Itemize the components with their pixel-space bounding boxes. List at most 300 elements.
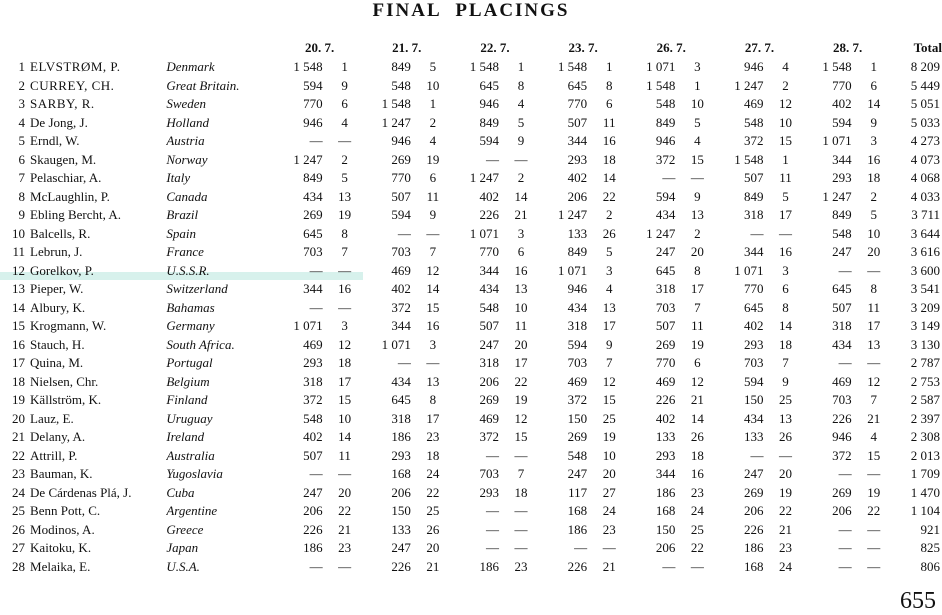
rank-cell: 23 [12, 466, 26, 481]
table-row [0, 317, 942, 336]
country-cell: Ireland [166, 429, 205, 444]
race-points: — [838, 355, 852, 370]
competitor-name: Albury, K. [30, 299, 86, 315]
race-points: 206 [744, 503, 764, 518]
race-points: 1 548 [469, 59, 499, 74]
country-cell: Spain [166, 225, 196, 241]
race-points: — [838, 540, 852, 555]
competitor-name: Pieper, W. [30, 281, 84, 296]
rank-cell: 16 [12, 336, 26, 352]
race-points: 946 [567, 281, 588, 296]
race-points: 206 [567, 188, 588, 204]
race-place: — [514, 540, 528, 555]
race-points: — [662, 558, 676, 574]
race-points: 318 [655, 281, 676, 296]
total-points: 3 149 [910, 318, 940, 333]
rank-cell: 19 [12, 392, 26, 407]
competitor-name: Erndl, W. [30, 133, 80, 148]
race-place: — [690, 558, 704, 574]
table-row [0, 77, 942, 96]
race-points: 594 [832, 114, 852, 130]
race-place: — [867, 466, 881, 481]
race-points: 133 [567, 225, 588, 241]
rank-cell: 26 [12, 521, 26, 537]
table-row [0, 95, 942, 114]
race-place: 2 [694, 225, 701, 241]
race-points: 168 [744, 558, 764, 574]
race-points: 1 247 [822, 188, 852, 204]
race-place: 4 [694, 133, 701, 148]
country-cell: Holland [166, 114, 209, 130]
race-place: 2 [341, 151, 348, 167]
total-points: 4 033 [910, 188, 940, 204]
race-place: — [514, 503, 528, 518]
table-row [0, 262, 942, 281]
race-points: 168 [391, 466, 411, 481]
race-place: 23 [338, 540, 352, 555]
race-place: 26 [602, 225, 616, 241]
country-cell: Sweden [166, 96, 207, 111]
race-place: 18 [338, 355, 352, 370]
race-place: 18 [779, 336, 793, 352]
column-header-date: 21. 7. [392, 39, 422, 55]
race-points: 133 [655, 429, 676, 444]
race-place: 5 [870, 207, 877, 222]
race-points: 1 071 [646, 59, 676, 74]
race-points: 946 [479, 96, 499, 111]
race-points: 946 [832, 429, 852, 444]
race-place: 6 [782, 281, 789, 296]
race-place: — [338, 466, 352, 481]
race-points: 226 [832, 410, 852, 426]
race-place: 26 [779, 429, 793, 444]
competitor-name: Källström, K. [30, 392, 102, 407]
race-place: 4 [782, 59, 789, 74]
race-place: 24 [426, 466, 440, 481]
competitor-name: De Cárdenas Plá, J. [30, 484, 132, 500]
table-row [0, 280, 942, 299]
race-place: 6 [870, 77, 877, 93]
race-place: 21 [867, 410, 881, 426]
race-points: 226 [303, 521, 323, 537]
race-points: — [662, 170, 676, 185]
race-points: 594 [567, 336, 588, 352]
race-points: 548 [567, 447, 588, 463]
race-points: 269 [303, 207, 323, 222]
race-place: 22 [690, 540, 704, 555]
country-cell: Great Britain. [166, 77, 240, 93]
race-place: 15 [338, 392, 352, 407]
race-points: 247 [832, 244, 852, 259]
race-place: 13 [602, 299, 616, 315]
race-place: 24 [602, 503, 616, 518]
table-row [0, 465, 942, 484]
race-place: — [602, 540, 616, 555]
race-points: 645 [567, 77, 588, 93]
competitor-name: Stauch, H. [30, 336, 85, 352]
race-points: 1 071 [734, 262, 764, 278]
table-row [0, 410, 942, 429]
country-cell: Portugal [166, 355, 213, 370]
rank-cell: 27 [12, 540, 26, 555]
rank-cell: 10 [12, 225, 26, 241]
race-place: 23 [602, 521, 616, 537]
total-points: 921 [920, 521, 940, 537]
race-place: 9 [517, 133, 525, 148]
rank-cell: 15 [12, 318, 26, 333]
race-points: 1 548 [293, 59, 323, 74]
race-points: 645 [479, 77, 499, 93]
competitor-name: Kaitoku, K. [30, 540, 92, 555]
race-points: 1 247 [734, 77, 764, 93]
race-points: 507 [567, 114, 588, 130]
header-row [0, 38, 942, 58]
race-points: 318 [567, 318, 588, 333]
rank-cell: 28 [12, 558, 26, 574]
race-points: 318 [391, 410, 411, 426]
race-points: 1 247 [646, 225, 676, 241]
race-points: 1 247 [469, 170, 499, 185]
total-points: 1 470 [910, 484, 940, 500]
country-cell: Argentine [166, 503, 218, 518]
race-place: 24 [690, 503, 704, 518]
race-points: 469 [744, 96, 764, 111]
race-place: 18 [867, 170, 881, 185]
race-points: 507 [744, 170, 764, 185]
competitor-name: Pelaschiar, A. [30, 170, 102, 185]
total-points: 4 068 [910, 170, 940, 185]
table-body [0, 58, 942, 576]
race-place: 6 [341, 96, 348, 111]
race-place: 12 [867, 373, 881, 389]
race-place: 17 [779, 207, 793, 222]
race-place: — [514, 521, 528, 537]
competitor-name: Melaika, E. [30, 558, 91, 574]
race-points: 293 [567, 151, 588, 167]
race-place: — [867, 262, 881, 278]
race-place: 16 [779, 244, 793, 259]
race-place: 19 [867, 484, 881, 500]
race-points: 344 [303, 281, 323, 296]
race-points: 117 [568, 484, 588, 500]
race-place: 25 [779, 392, 793, 407]
table-row [0, 243, 942, 262]
race-points: 548 [832, 225, 852, 241]
rank-cell: 1 [18, 59, 26, 74]
race-place: 19 [690, 336, 704, 352]
race-points: 402 [303, 429, 323, 444]
race-points: 469 [832, 373, 852, 389]
race-points: — [485, 151, 499, 167]
race-points: 469 [655, 373, 676, 389]
race-points: 293 [655, 447, 676, 463]
race-place: 14 [867, 96, 881, 111]
race-place: 17 [690, 281, 704, 296]
race-points: 206 [479, 373, 499, 389]
race-place: 8 [429, 392, 437, 407]
race-points: 150 [655, 521, 676, 537]
race-place: 5 [429, 59, 437, 74]
country-cell: Uruguay [166, 410, 213, 426]
race-place: 19 [602, 429, 616, 444]
total-points: 3 541 [910, 281, 940, 296]
competitor-name: Nielsen, Chr. [30, 373, 99, 389]
race-place: 21 [690, 392, 704, 407]
rank-cell: 14 [12, 299, 26, 315]
race-points: — [485, 447, 499, 463]
total-points: 3 711 [911, 207, 940, 222]
race-place: 8 [341, 225, 348, 241]
race-place: 22 [426, 484, 440, 500]
race-points: 269 [832, 484, 852, 500]
race-points: 770 [832, 77, 852, 93]
race-place: 8 [694, 262, 701, 278]
race-points: 269 [567, 429, 588, 444]
race-points: 269 [744, 484, 764, 500]
competitor-name: Benn Pott, C. [30, 503, 101, 518]
race-points: 402 [391, 281, 411, 296]
race-points: 1 071 [381, 336, 411, 352]
race-points: 703 [832, 392, 852, 407]
race-place: 1 [782, 151, 789, 167]
race-place: 23 [779, 540, 793, 555]
race-place: 14 [690, 410, 704, 426]
race-place: 22 [779, 503, 793, 518]
table-row [0, 169, 942, 188]
race-place: 3 [870, 133, 877, 148]
race-place: 21 [779, 521, 793, 537]
race-place: 14 [602, 170, 616, 185]
total-points: 3 644 [910, 225, 940, 241]
race-place: 23 [514, 558, 528, 574]
race-points: 1 247 [381, 114, 411, 130]
race-place: 6 [429, 170, 437, 185]
race-points: — [838, 466, 852, 481]
country-cell: Cuba [166, 484, 195, 500]
country-cell: Brazil [166, 207, 199, 222]
race-place: — [514, 447, 528, 463]
rank-cell: 17 [12, 355, 26, 370]
page-title: FINAL PLACINGS [372, 0, 570, 21]
race-points: 247 [303, 484, 323, 500]
competitor-name: Quina, M. [30, 355, 84, 370]
race-place: 1 [870, 59, 877, 74]
competitor-name: CURREY, CH. [30, 77, 115, 93]
country-cell: Finland [166, 392, 208, 407]
race-place: 6 [694, 355, 701, 370]
race-points: 226 [744, 521, 764, 537]
race-place: 12 [426, 262, 440, 278]
total-points: 3 130 [910, 336, 940, 352]
competitor-name: Lebrun, J. [30, 244, 83, 259]
rank-cell: 21 [12, 429, 26, 444]
competitor-name: Gorelkov, P. [28, 262, 166, 281]
race-points: 1 071 [822, 133, 852, 148]
race-place: 12 [338, 336, 352, 352]
column-header-date: 27. 7. [744, 39, 775, 55]
race-points: 703 [479, 466, 499, 481]
race-points: 645 [391, 392, 411, 407]
race-points: 402 [832, 96, 852, 111]
race-points: 1 548 [381, 96, 411, 111]
race-place: — [690, 170, 704, 185]
race-points: 946 [744, 59, 764, 74]
race-place: 19 [779, 484, 793, 500]
race-points: 594 [655, 188, 676, 204]
race-points: 186 [744, 540, 764, 555]
race-points: 402 [567, 170, 588, 185]
race-place: 4 [429, 133, 437, 148]
table-row [0, 354, 942, 373]
rank-cell: 4 [18, 114, 26, 130]
table-row [0, 447, 942, 466]
race-points: 269 [655, 336, 676, 352]
race-place: 4 [341, 114, 348, 130]
rank-cell: 20 [12, 410, 26, 426]
race-points: 344 [391, 318, 411, 333]
race-place: 16 [426, 318, 440, 333]
race-points: 594 [744, 373, 764, 389]
rank-cell: 9 [18, 207, 26, 222]
race-place: 20 [514, 336, 528, 352]
race-points: 548 [744, 114, 764, 130]
race-place: 11 [514, 318, 528, 333]
race-place: 20 [338, 484, 352, 500]
table-row [0, 225, 942, 244]
table-row [0, 336, 942, 355]
race-place: 3 [605, 262, 613, 278]
race-place: — [338, 299, 352, 315]
race-place: 17 [514, 355, 528, 370]
race-place: 17 [338, 373, 352, 389]
competitor-name: Krogmann, W. [30, 318, 107, 333]
column-header-date: 28. 7. [833, 39, 863, 55]
country-cell: Yugoslavia [166, 466, 223, 481]
race-place: 9 [605, 336, 613, 352]
column-header-date: 22. 7. [480, 39, 510, 55]
race-place: 1 [341, 59, 348, 74]
race-place: 17 [867, 318, 881, 333]
race-points: 594 [479, 133, 499, 148]
race-place: 5 [694, 114, 701, 130]
race-points: 1 247 [557, 207, 588, 222]
race-points: 168 [567, 503, 588, 518]
race-points: 1 548 [557, 59, 588, 74]
table-row [0, 188, 942, 207]
race-points: 247 [655, 244, 676, 259]
race-points: 434 [655, 207, 676, 222]
race-place: 16 [867, 151, 881, 167]
country-cell: Greece [166, 521, 204, 537]
country-cell: Germany [166, 318, 215, 333]
competitor-name: Bauman, K. [30, 466, 93, 481]
race-place: 8 [605, 77, 613, 93]
rank-cell: 7 [18, 170, 26, 185]
race-place: 21 [426, 558, 440, 574]
race-points: 548 [391, 77, 411, 93]
race-place: 18 [602, 151, 616, 167]
race-points: — [485, 521, 499, 537]
race-place: 22 [514, 373, 528, 389]
race-points: 849 [832, 207, 852, 222]
race-place: 13 [867, 336, 881, 352]
race-place: 8 [517, 77, 525, 93]
rank-cell: 13 [12, 281, 26, 296]
race-place: 18 [690, 447, 704, 463]
total-points: 3 616 [910, 244, 940, 259]
race-place: 8 [870, 281, 877, 296]
race-place: — [867, 558, 881, 574]
race-points: 645 [832, 281, 852, 296]
race-points: 1 548 [734, 151, 764, 167]
race-place: 12 [779, 96, 793, 111]
race-place: 2 [870, 188, 877, 204]
race-points: — [397, 225, 411, 241]
race-points: 469 [303, 336, 323, 352]
country-cell: France [166, 244, 204, 259]
competitor-name: Ebling Bercht, A. [30, 207, 122, 222]
race-points: 434 [303, 188, 323, 204]
race-points: 372 [744, 133, 764, 148]
race-place: 18 [514, 484, 528, 500]
race-points: 770 [303, 96, 323, 111]
rank-cell: 11 [12, 244, 26, 259]
race-place: 23 [690, 484, 704, 500]
race-points: 507 [655, 318, 676, 333]
race-place: 3 [517, 225, 525, 241]
race-place: 22 [867, 503, 881, 518]
race-place: 16 [338, 281, 352, 296]
race-place: 9 [341, 77, 348, 93]
race-place: 7 [605, 355, 613, 370]
country-cell: U.S.A. [166, 558, 200, 574]
total-points: 5 051 [910, 96, 940, 111]
country-cell: Canada [166, 188, 208, 204]
race-place: 19 [514, 392, 528, 407]
race-points: 247 [744, 466, 764, 481]
race-points: 206 [655, 540, 676, 555]
country-cell: Bahamas [166, 299, 215, 315]
race-points: 946 [655, 133, 676, 148]
race-points: 133 [744, 429, 764, 444]
competitor-name: Modinos, A. [30, 521, 95, 537]
race-points: 150 [391, 503, 411, 518]
race-place: — [426, 225, 440, 241]
country-cell: Italy [166, 170, 191, 185]
race-place: 15 [426, 299, 440, 315]
competitor-name: Balcells, R. [30, 225, 91, 241]
rank-cell: 22 [12, 447, 26, 463]
race-points: 372 [655, 151, 676, 167]
race-points: 1 548 [822, 59, 852, 74]
race-place: 15 [690, 151, 704, 167]
race-place: 1 [694, 77, 701, 93]
race-place: 3 [782, 262, 789, 278]
competitor-name: Delany, A. [30, 429, 86, 444]
race-place: 10 [602, 447, 616, 463]
competitor-name: Skaugen, M. [30, 151, 97, 167]
race-place: 20 [779, 466, 793, 481]
race-place: 21 [338, 521, 352, 537]
total-points: 5 033 [910, 114, 940, 130]
table-row [0, 484, 942, 503]
race-place: 24 [779, 558, 793, 574]
race-place: 12 [602, 373, 616, 389]
race-points: 293 [744, 336, 764, 352]
race-place: 11 [338, 447, 351, 463]
race-place: 2 [517, 170, 525, 185]
race-points: — [277, 262, 327, 281]
